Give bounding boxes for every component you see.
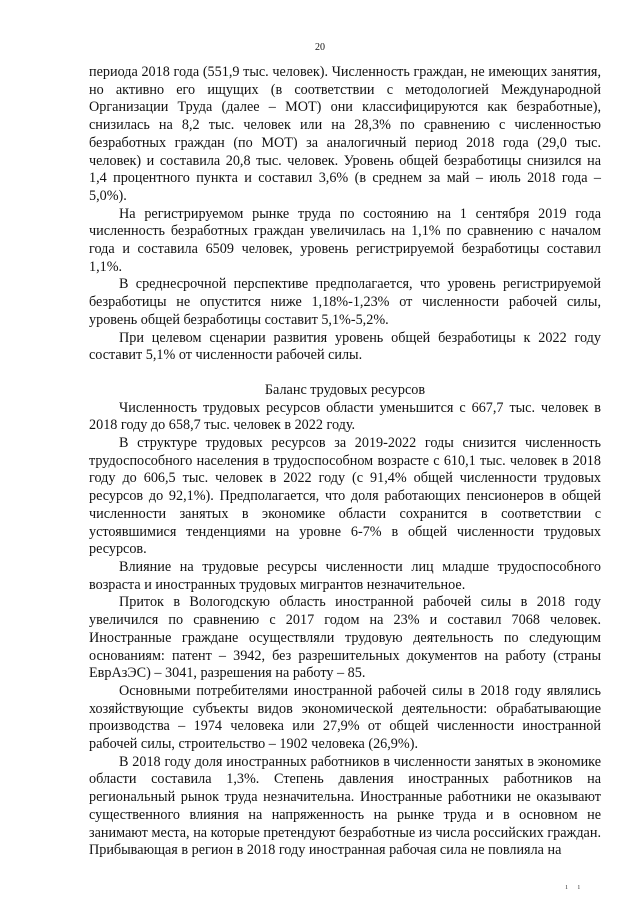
- section-heading: Баланс трудовых ресурсов: [264, 381, 426, 398]
- paragraph: В среднесрочной перспективе предполагается, что уровень регистрируемой безработицы не опустится ниже 1,18%-1,23% от численности рабочей силы, уровень общей безработицы составит 5,1%-5,2%.: [89, 276, 601, 328]
- paragraph: Влияние на трудовые ресурсы численности лиц младше трудоспособного возраста и иностранных трудовых мигрантов незначительное.: [89, 558, 601, 593]
- paragraph: В структуре трудовых ресурсов за 2019-2022 годы снизится численность трудоспособного населения в трудоспособном возрасте с 610,1 тыс. человек в 2018 году до 606,5 тыс. человек в 2022 году (с 91,4% общей численности трудовых ресурсов до 92,1%). Предполагается, что доля работающих пенсионеров в общей численности занятых в экономике области сохранится в соответствии с устоявшимися тенденциями на уровне 6-7% в общей численности трудовых ресурсов.: [89, 435, 601, 558]
- scan-marks: ı ı: [565, 882, 584, 891]
- paragraph: Численность трудовых ресурсов области уменьшится с 667,7 тыс. человек в 2018 году до 658,7 тыс. человек в 2022 году.: [89, 399, 601, 434]
- paragraph: Основными потребителями иностранной рабочей силы в 2018 году являлись хозяйствующие субъекты видов экономической деятельности: обрабатывающие производства – 1974 человека или 27,9% от общей численности иностранной рабочей силы, строительство – 1902 человека (26,9%).: [89, 682, 601, 753]
- document-body: [89, 64, 601, 860]
- paragraph: Приток в Вологодскую область иностранной рабочей силы в 2018 году увеличился по сравнению с 2017 годом на 23% и составил 7068 человек. Иностранные граждане осуществляли трудовую деятельность по следующим основаниям: патент – 3942, без разрешительных документов на работу (страны ЕврАзЭС) – 3041, разрешения на работу – 85.: [89, 594, 601, 682]
- paragraph: В 2018 году доля иностранных работников в численности занятых в экономике области составила 1,3%. Степень давления иностранных работников на региональный рынок труда незначительна. Иностранные работники не оказывают существенного влияния на напряженность на рынке труда и в основном не занимают места, на которые претендуют безработные из числа российских граждан. Прибывающая в регион в 2018 году иностранная рабочая сила не повлияла на: [89, 753, 601, 859]
- paragraph: При целевом сценарии развития уровень общей безработицы к 2022 году составит 5,1% от численности рабочей силы.: [89, 329, 601, 364]
- paragraph: периода 2018 года (551,9 тыс. человек). Численность граждан, не имеющих занятия, но активно его ищущих (в соответствии с методологией Международной Организации Труда (далее – МОТ) они классифицируются как безработные), снизилась на 8,2 тыс. человек или на 28,3% по сравнению с численностью безработных граждан (по МОТ) за аналогичный период 2018 года (29,0 тыс. человек) и составила 20,8 тыс. человек. Уровень общей безработицы снизился на 1,4 процентного пункта и составил 3,6% (в среднем за май – июль 2018 года – 5,0%).: [89, 64, 601, 204]
- page-number: 20: [315, 42, 325, 53]
- paragraph: На регистрируемом рынке труда по состоянию на 1 сентября 2019 года численность безработных граждан увеличилась на 1,1% по сравнению с началом года и составила 6509 человек, уровень регистрируемой безработицы составил 1,1%.: [89, 205, 601, 275]
